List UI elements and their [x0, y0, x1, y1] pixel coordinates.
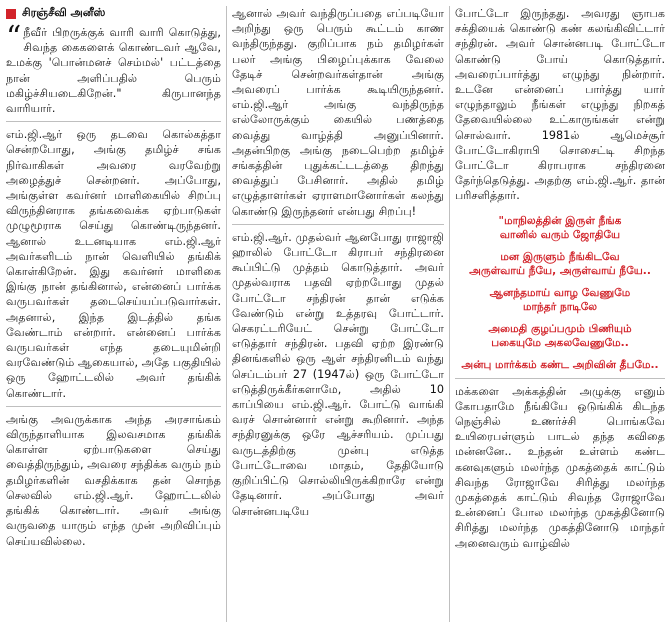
paragraph: மக்களை அக்கத்தின் அழுக்கு எனும் கோபதாமே நீங்கியே ஒடுங்கிக் கிடந்த நெஞ்சில் உணர்ச்சி பொங்கவே உயிரைபள்ளும் பாடல் தந்த கவிதை மன்னனே.. உந்தன் உள்ளம் கண்ட கனவுகளும் மலர்ந்த முகத்தைக் காட்டும் சிவந்த ரோஜாவே சிரித்து மலர்ந்த முகத்தைக் காட்டும் சிவந்த ரோஜாவே உன்னைப் போல மலர்ந்த முகத்தினோடு சிரித்து மலர்ந்த முகத்தினோடு மாந்தர் அனைவரும் வாழ்வில் [455, 384, 665, 550]
divider [6, 406, 221, 407]
lyric-line: "மாநிலத்தின் இருள் நீங்க [498, 214, 622, 227]
paragraph: எம்.ஜி.ஆர். முதல்வர் ஆனபோது ராஜாஜி ஹாலில் போட்டோ கிராபர் சந்திரனை கூப்பிட்டு முத்தம் கொடுத்தார். அவர் முதல்வராக பதவி ஏற்றபோது முதல் போட்டோ சந்திரன் தான் எடுக்க வேண்டும் என்று உத்தரவு போட்டார். செகரட்டரியேட் சென்று போட்டோ எடுத்தார் சந்திரன். பதவி ஏற்ற இரண்டு தினங்களில் ஒரு ஆள் சந்திரனிடம் வந்து செப்டம்பர் 27 (1947ல்) ஒரு போட்டோ எடுத்திருக்கீர்களாமே, அதில் 10 காப்பியை எம்.ஜி.ஆர். போட்டு வாங்கி வரச் சொன்னார் என்று கூறினார். அந்த சந்திரனுக்கு ஒரே ஆச்சரியம். முப்பது வருடத்திற்கு முன்பு எடுத்த போட்டோவை மாதம், தேதியோடு குறிப்பிட்டு சொல்லியிருக்கிறாரே என்று தேடினார். அப்போது அவர் சொன்னபடியே [232, 230, 444, 518]
paragraph: எம்.ஜி.ஆர் ஒரு தடவை கொல்கத்தா சென்றபோது, அங்கு தமிழ்ச் சங்க நிர்வாகிகள் அவரை வரவேற்று அழைத்துச் சென்றனர். அப்போது, அங்குள்ள கவர்னர் மாளிகையில் சிறப்பு விருந்தினராக தங்கவைக்க ஏற்பாடுகள் முழுமூராக செய்து கொண்டிருந்தனர். ஆனால் உடனடியாக எம்.ஜி.ஆர் அவர்களிடம் நான் வெளியில் தங்கிக் கொள்கிறேன். இது கவர்னர் மாளிகை இங்கு நான் தங்கினால், என்னைப் பார்க்க வருபவர்கள் தடைசெய்யப்படுவார்கள். அதனால், இந்த இடத்தில் தங்க வேண்டாம் என்றார். என்னைப் பார்க்க வருபவர்கள் எந்த தடையுமின்றி வரவேண்டும் ஆகையால், அதே பகுதியில் ஒரு ஹோட்டலில் அவர் தங்கிக் கொண்டார். [6, 128, 221, 400]
song-lyrics [455, 214, 665, 372]
lyric-line: அருள்வாய் நீயே, அருள்வாய் நீயே.. [469, 264, 651, 277]
byline [6, 6, 221, 21]
author-name: சிரஞ்சீவி அனீஸ் [22, 6, 106, 19]
column-rule [226, 6, 227, 622]
opening-paragraph [6, 20, 221, 116]
divider [6, 121, 221, 122]
lyric-line: ஆனந்தமாய் வாழ வேணுமே [489, 286, 631, 299]
lyric-line: பகையுமே அகலவேணுமே.. [491, 336, 629, 349]
opening-text: நீவீர் பிறருக்குக் வாரி வாரி கொடுத்து, சிவந்த கைகளைக் கொண்டவர் ஆவே, உமக்கு 'பொன்மனச் செம்மல்' பட்டத்தை நான் அளிப்பதில் பெரும் மகிழ்ச்சியடைகிறேன்." கிருபானந்த வாரியார். [6, 26, 221, 116]
lyric-line: மன இருளும் நீங்கிடவே [500, 250, 620, 263]
column-3 [455, 6, 665, 622]
paragraph: ஆனால் அவர் வந்திருப்பதை எப்படியோ அறிந்து ஒரு பெரும் கூட்டம் காண வந்திருந்தது. குறிப்பாக நம் தமிழர்கள் பலர் அங்கு பிழைப்புக்காக வேலை தேடிச் சென்றவர்கள்தான் அங்கு அவரைப் பார்க்க கூடியிருந்தனர். எம்.ஜி.ஆர் அங்கு வந்திருந்த எல்லோருக்கும் கையில் பணத்தை வைத்து வாழ்த்தி அனுப்பினார். அதன்பிறகு அங்கு நடைபெற்ற தமிழ்ச் சங்கத்தின் புதுக்கட்டடத்தை திறந்து வைத்துப் பேசினார். அதில் தமிழ் எழுத்தாளர்கள் ஏராளமானோர்கள் கலந்து கொண்டு இருந்தனர் என்பது சிறப்பு! [232, 7, 444, 218]
paragraph: அங்கு அவருக்காக அந்த அரசாங்கம் விருந்தாளியாக இலவசமாக தங்கிக் கொள்ள ஏற்பாடுகளை செய்து வைத்திருந்தும், அவரை சந்திக்க வரும் நம் தமிழர்களின் வசதிக்காக தன் சொந்த செலவில் எம்.ஜி.ஆர். ஹோட்டலில் தங்கிக் கொண்டார். அவர் அங்கு வருவதை யாரும் எந்த முன் அறிவிப்பும் செய்யவில்லை. [6, 412, 221, 548]
lyric-line: அமைதி குழப்பமும் பிணியும் [488, 322, 632, 335]
paragraph: போட்டோ இருந்தது. அவரது ஞாபக சக்தியைக் கொண்டு கண் கலங்கிவிட்டார் சந்திரன். அவர் சொன்னபடி போட்டோ கொண்டு போய் கொடுத்தார். அவரைப்பார்த்து எழுந்து நின்றார். உடனே என்னைப் பார்த்து யார் எழுந்தாலும் நீங்கள் எழுந்து நிறகத் தேவையில்லை உட்காருங்கள் என்று சொல்வார். 1981ல் ஆமெச்சூர் போட்டோகிராபி சொசைட்டி சிறந்த போட்டோ கிராபராக சந்திரனை தேர்ந்தெடுத்து. அதற்கு எம்.ஜி.ஆர். தான் பரிசளித்தார். [455, 7, 665, 203]
red-square-icon [6, 9, 16, 19]
column-rule [449, 6, 450, 622]
column-1 [6, 6, 221, 622]
quote-mark-icon: “ [6, 20, 22, 55]
divider [455, 378, 665, 379]
lyric-line: வானில் வரும் ஜோதியே [499, 228, 621, 241]
column-2 [232, 6, 444, 622]
lyric-line: மாந்தர் நாடிலே [522, 300, 598, 313]
lyric-line: அன்பு மார்க்கம் கண்ட அறிவின் தீபமே.. [461, 358, 659, 371]
divider [232, 224, 444, 225]
